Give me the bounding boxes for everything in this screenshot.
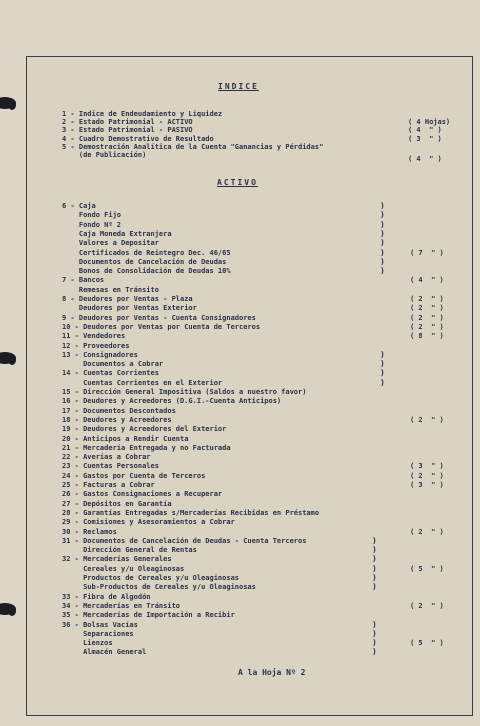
brace-mark: )	[372, 563, 377, 573]
activo-item: 12 - Proveedores	[62, 341, 130, 350]
activo-item: Dirección General de Rentas	[62, 546, 197, 555]
activo-item: 31 - Documentos de Cancelación de Deudas - Cuenta Terceros	[62, 536, 307, 545]
brace-mark: )	[380, 368, 385, 378]
brace-mark: )	[380, 256, 385, 266]
brace-mark: )	[372, 628, 377, 638]
brace-mark: )	[380, 247, 385, 257]
activo-item: 14 - Cuentas Corrientes	[62, 369, 159, 378]
activo-item: 18 - Deudores y Acreedores	[62, 415, 172, 424]
activo-item: 20 - Anticipos a Rendir Cuenta	[62, 434, 189, 443]
brace-mark: )	[372, 619, 377, 629]
activo-note: ( 3 " )	[410, 481, 444, 489]
activo-item: 33 - Fibra de Algodón	[62, 592, 151, 601]
activo-note: ( 2 " )	[410, 322, 444, 331]
brace-mark: )	[380, 201, 385, 210]
brace-mark: )	[372, 638, 377, 648]
activo-note: ( 4 " )	[410, 276, 444, 285]
activo-item: Cereales y/u Oleaginosas	[62, 564, 185, 573]
activo-item: 16 - Deudores y Acreedores (D.G.I.-Cuenta Anticipos)	[62, 397, 282, 406]
brace-mark: )	[380, 210, 385, 220]
activo-item: 23 - Cuentas Personales	[62, 462, 159, 471]
activo-note: ( 8 " )	[410, 332, 444, 341]
activo-item: 7 - Bancos	[62, 276, 105, 285]
activo-item: Bonos de Consolidación de Deudas 10%	[62, 267, 231, 276]
brace-mark: )	[372, 545, 377, 555]
activo-item: 35 - Mercaderías de Importación a Recibir	[62, 611, 235, 620]
activo-item: 30 - Reclamos	[62, 527, 117, 536]
index-item: (de Publicación)	[62, 151, 147, 159]
activo-item: 9 - Deudores por Ventas - Cuenta Consignadores	[62, 313, 256, 322]
brace-mark: )	[380, 377, 385, 387]
page-footer: A la Hoja Nº 2	[238, 668, 306, 677]
brace-mark: )	[380, 349, 385, 359]
brace-mark: )	[372, 554, 377, 564]
brace-mark: )	[372, 647, 377, 657]
brace-mark: )	[380, 238, 385, 248]
brace-mark: )	[380, 228, 385, 238]
activo-item: Valores a Depositar	[62, 239, 159, 248]
activo-item: 32 - Mercaderías Generales	[62, 555, 172, 564]
activo-item: Cuentas Corrientes en el Exterior	[62, 378, 223, 387]
brace-mark: )	[380, 359, 385, 369]
activo-item: Fondo Nº 2	[62, 220, 122, 229]
activo-item: 19 - Deudores y Acreedores del Exterior	[62, 425, 227, 434]
activo-note: ( 2 " )	[410, 313, 444, 322]
index-item: 2 - Estado Patrimonial - ACTIVO	[62, 118, 193, 127]
index-item: 3 - Estado Patrimonial - PASIVO	[62, 126, 193, 135]
brace-mark: )	[372, 535, 377, 545]
activo-item: 15 - Dirección General Impositiva (Saldos a nuestro favor)	[62, 388, 307, 396]
activo-note: ( 3 " )	[410, 462, 444, 471]
index-item: 4 - Cuadro Demostrativo de Resultado	[62, 134, 214, 143]
activo-item: 34 - Mercaderías en Tránsito	[62, 601, 181, 610]
activo-item: Documentos de Cancelación de Deudas	[62, 257, 227, 266]
binder-hole-3	[0, 603, 16, 615]
activo-note: ( 2 " )	[410, 527, 444, 536]
activo-item: 21 - Mercadería Entregada y no Facturada	[62, 443, 231, 452]
index-title: INDICE	[218, 82, 259, 91]
activo-item: 24 - Gastos por Cuenta de Terceros	[62, 471, 206, 480]
activo-note: ( 2 " )	[410, 415, 444, 424]
activo-item: 6 - Caja	[62, 202, 96, 210]
activo-item: 10 - Deudores por Ventas por Cuenta de Terceros	[62, 322, 261, 331]
brace-mark: )	[380, 266, 385, 276]
activo-item: Separaciones	[62, 629, 134, 638]
activo-item: Caja Moneda Extranjera	[62, 229, 172, 238]
activo-item: Productos de Cereales y/u Oleaginosas	[62, 574, 240, 582]
activo-item: 28 - Garantías Entregadas s/Mercaderías Recibidas en Préstamo	[62, 508, 320, 517]
brace-mark: )	[372, 573, 377, 582]
activo-note: ( 2 " )	[410, 601, 444, 610]
activo-item: Sub-Productos de Cereales y/u Oleaginosas	[62, 583, 256, 592]
activo-item: 11 - Vendedores	[62, 332, 126, 341]
activo-item: Certificados de Reintegro Dec. 46/65	[62, 248, 231, 257]
index-note: ( 4 Hojas)	[408, 118, 451, 127]
brace-mark: )	[372, 582, 377, 592]
activo-item: Documentos a Cobrar	[62, 360, 164, 369]
index-note: ( 4 " )	[408, 126, 442, 135]
activo-item: Almacén General	[62, 648, 147, 657]
activo-title: ACTIVO	[217, 178, 258, 187]
activo-item: Fondo Fijo	[62, 211, 122, 220]
activo-item: 29 - Comisiones y Asesoramientos a Cobrar	[62, 518, 235, 527]
activo-item: Lienzos	[62, 639, 113, 648]
activo-note: ( 5 " )	[410, 639, 444, 648]
brace-mark: )	[380, 219, 385, 229]
binder-hole-1	[0, 97, 16, 109]
activo-note: ( 2 " )	[410, 295, 444, 303]
activo-note: ( 2 " )	[410, 471, 444, 480]
activo-item: Remesas en Tránsito	[62, 285, 159, 294]
binder-hole-2	[0, 352, 16, 364]
activo-item: 27 - Depósitos en Garantía	[62, 499, 172, 508]
index-item: 5 - Demostración Analítica de la Cuenta "Ganancias y Pérdidas"	[62, 142, 324, 151]
activo-item: Deudores por Ventas Exterior	[62, 304, 197, 313]
index-note: ( 4 " )	[408, 155, 442, 163]
activo-note: ( 2 " )	[410, 304, 444, 313]
activo-item: 17 - Documentos Descontados	[62, 406, 176, 415]
activo-note: ( 7 " )	[410, 248, 444, 257]
index-item: 1 - Indice de Endeudamiento y Liquidez	[62, 110, 223, 118]
activo-item: 26 - Gastos Consignaciones a Recuperar	[62, 490, 223, 499]
activo-item: 36 - Bolsas Vacías	[62, 620, 138, 629]
activo-item: 25 - Facturas a Cobrar	[62, 481, 155, 489]
activo-note: ( 5 " )	[410, 564, 444, 573]
activo-item: 22 - Averías a Cobrar	[62, 453, 151, 462]
activo-item: 8 - Deudores por Ventas - Plaza	[62, 295, 193, 303]
index-note: ( 3 " )	[408, 134, 442, 143]
activo-item: 13 - Consignadores	[62, 350, 138, 359]
